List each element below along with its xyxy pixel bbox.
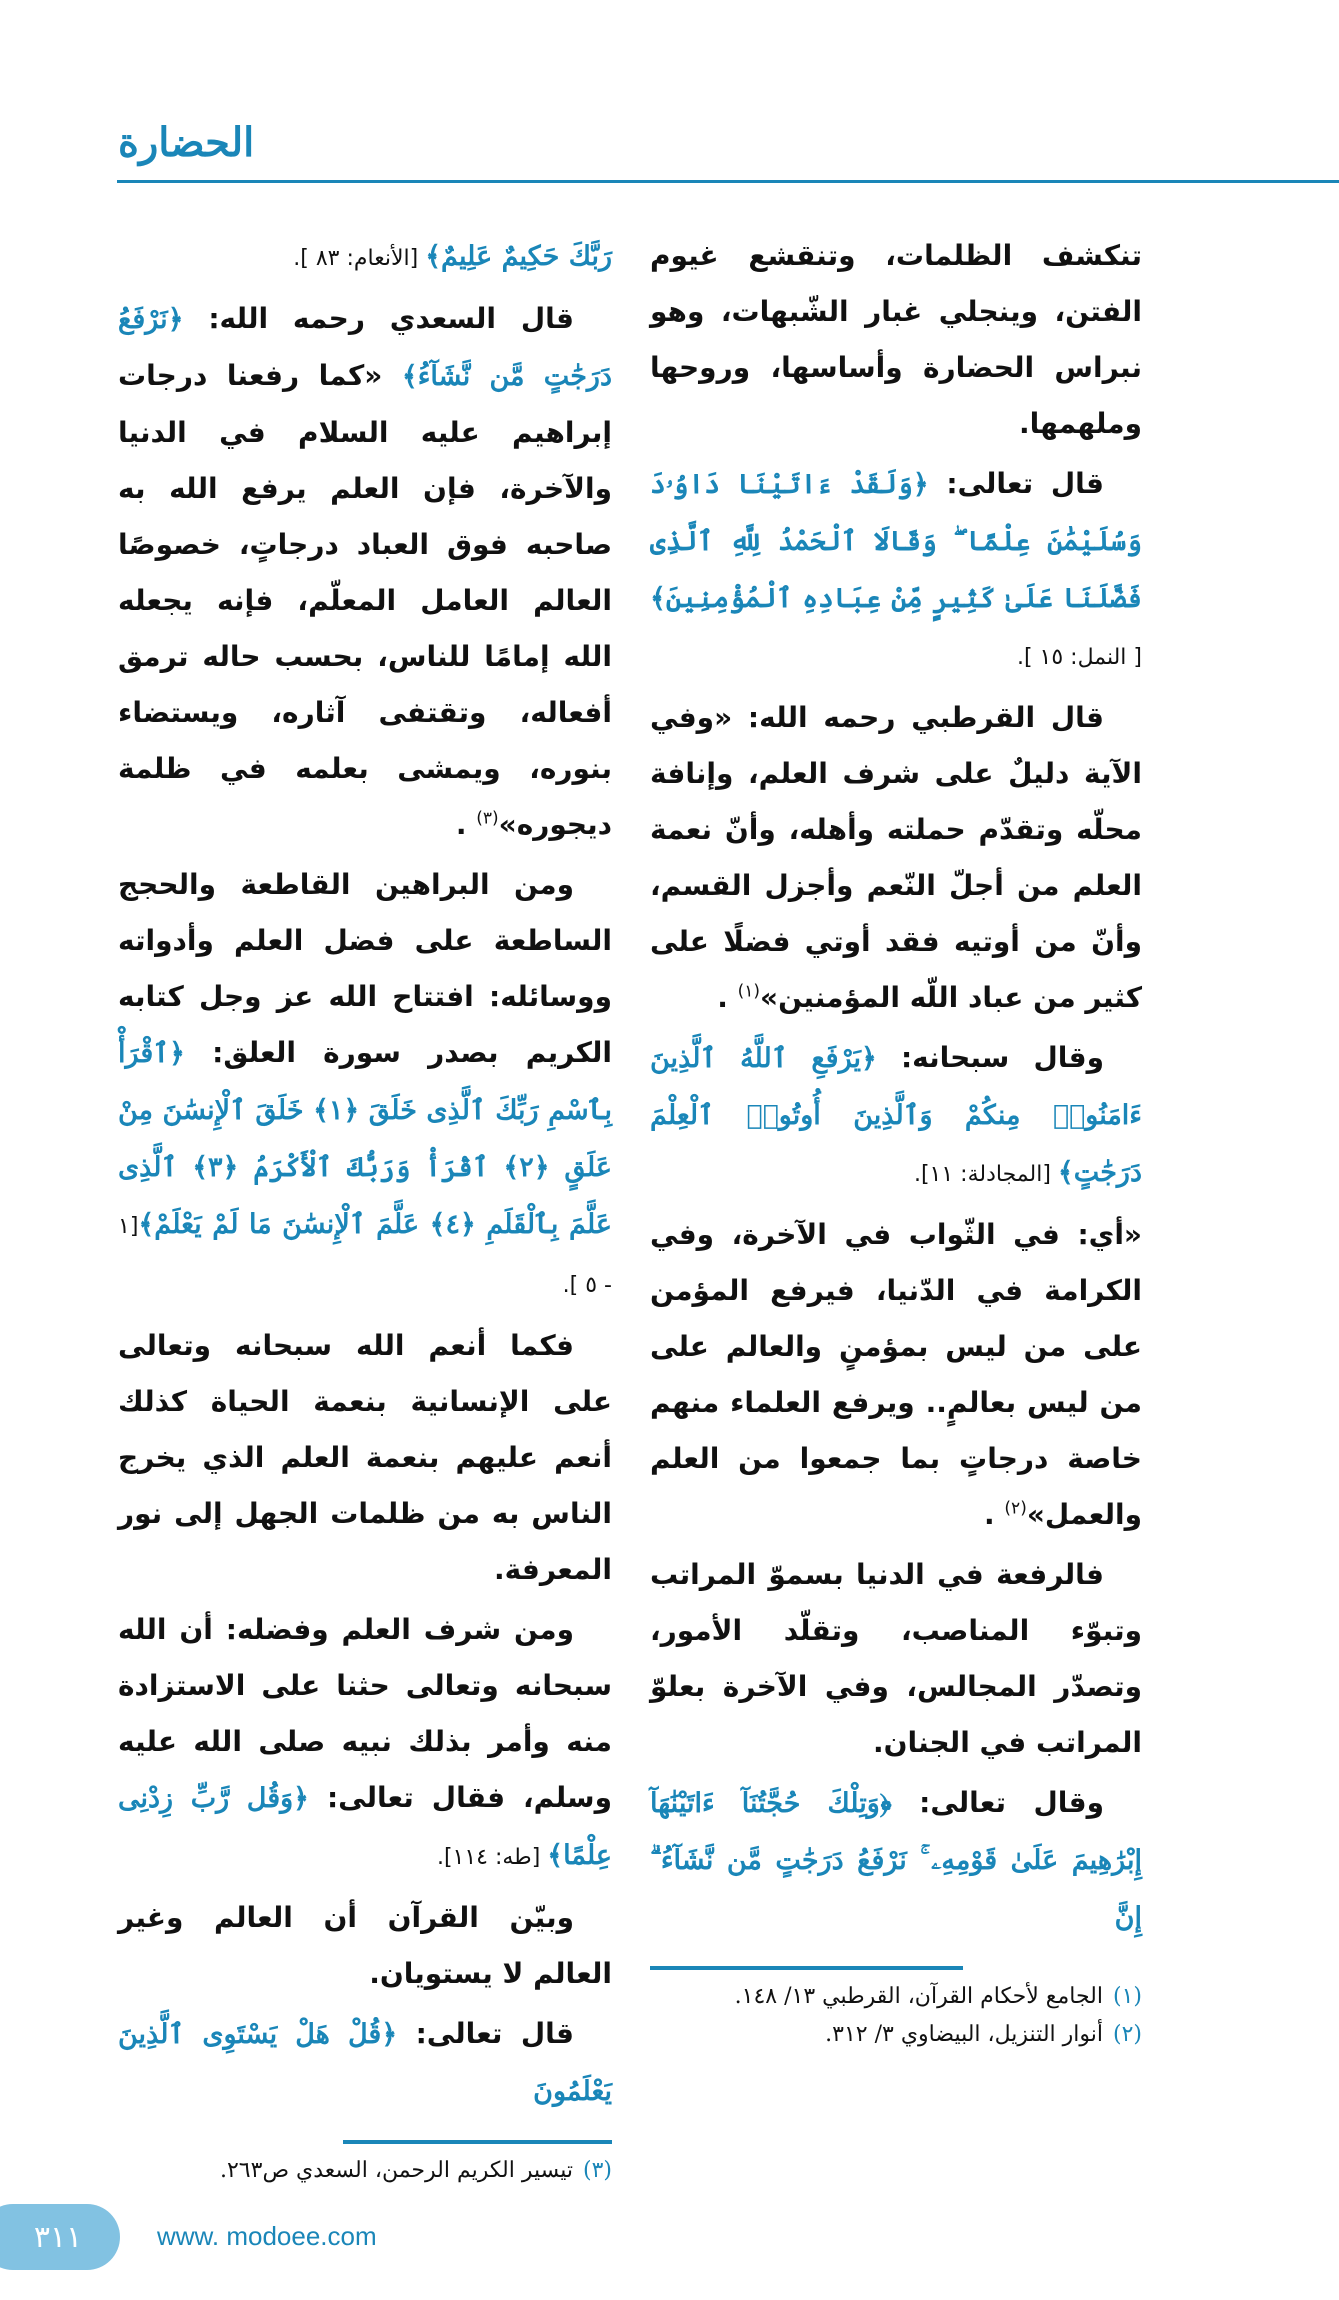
footnote-number: (٢) <box>1112 2022 1142 2047</box>
page-header <box>0 0 1339 228</box>
paragraph <box>650 1030 1142 1203</box>
verse-reference: [الأنعام: ٨٣ ]. <box>293 246 426 271</box>
paragraph <box>650 456 1142 686</box>
quran-verse: ﴿ٱقْرَأْ بِٱسْمِ رَبِّكَ ٱلَّذِى خَلَقَ ﴿١﴾ خَلَقَ ٱلْإِنسَٰنَ مِنْ عَلَقٍ ﴿٢﴾ ٱقْرَأْ وَرَبُّكَ ٱلْأَكْرَمُ ﴿٣﴾ ٱلَّذِى عَلَّمَ بِٱلْقَلَمِ ﴿٤﴾ عَلَّمَ ٱلْإِنسَٰنَ مَا لَمْ يَعْلَمْ﴾ <box>118 1038 613 1240</box>
page-number: ٣١١ <box>33 2219 83 2255</box>
footnote-divider-left <box>343 2140 612 2144</box>
footnote-number: (٣) <box>582 2158 612 2183</box>
quran-verse: ﴿وَتِلْكَ حُجَّتُنَآ ءَاتَيْنَٰهَآ إِبْرَٰهِيمَ عَلَىٰ قَوْمِهِۦ ۚ نَرْفَعُ دَرَجَٰتٍ مَّن نَّشَآءُ ۗ إِنَّ <box>650 1788 1142 1933</box>
paragraph <box>118 1890 612 2002</box>
paragraph <box>650 1775 1142 1946</box>
footnote-text: الجامع لأحكام القرآن، القرطبي ١٣/ ١٤٨. <box>734 1984 1103 2009</box>
footnote <box>650 1978 1142 2016</box>
text-columns <box>0 228 1339 2190</box>
paragraph <box>650 690 1142 1026</box>
verse-reference: [ النمل: ١٥ ]. <box>1016 645 1142 670</box>
footnote <box>118 2152 612 2190</box>
body-text: تنكشف الظلمات، وتنقشع غيوم الفتن، وينجلي غبار الشّبهات، وهو نبراس الحضارة وأساسها، وروحها وملهمها. <box>650 239 1142 440</box>
paragraph <box>118 857 612 1314</box>
page-number-badge <box>0 2204 120 2270</box>
body-text: . <box>455 808 477 841</box>
verse-reference: [طه: ١١٤]. <box>436 1845 548 1870</box>
body-text: «أي: في الثّواب في الآخرة، وفي الكرامة في الدّنيا، فيرفع المؤمن على من ليس بمؤمنٍ والعالم على من ليس بعالمٍ.. ويرفع العلماء منهم خاصة درجاتٍ بما جمعوا من العلم والعمل» <box>650 1218 1142 1531</box>
body-text: وقال سبحانه: <box>876 1041 1104 1074</box>
footnote-marker[interactable]: (١) <box>737 981 761 1002</box>
right-column-wrapper <box>650 228 1142 2190</box>
paragraph <box>650 1547 1142 1771</box>
body-text: قال تعالى: <box>928 467 1104 500</box>
footnote <box>650 2016 1142 2054</box>
body-text: قال تعالى: <box>397 2017 574 2050</box>
paragraph <box>650 228 1142 452</box>
quran-verse: ﴿وَلَقَدْ ءَاتَيْنَا دَاوُۥدَ وَسُلَيْمَٰنَ عِلْمًا ۖ وَقَالَا ٱلْحَمْدُ لِلَّهِ ٱلَّذِى فَضَّلَنَا عَلَىٰ كَثِيرٍ مِّنْ عِبَادِهِ ٱلْمُؤْمِنِينَ﴾ <box>650 469 1142 614</box>
left-column-wrapper <box>118 228 612 2190</box>
footnotes-left <box>118 2152 612 2190</box>
body-text: «كما رفعنا درجات إبراهيم عليه السلام في الدنيا والآخرة، فإن العلم يرفع الله به صاحبه فوق العباد درجاتٍ، خصوصًا العالم العامل المعلّم، فإنه يجعله الله إمامًا للناس، بحسب حاله ترمق أفعاله، وتقتفى آثاره، ويستضاء بنوره، ويمشى بعلمه في ظلمة ديجوره» <box>118 359 612 841</box>
page-footer <box>0 2190 1339 2300</box>
left-text-column <box>118 228 612 2124</box>
footnotes-right <box>650 1978 1142 2054</box>
quran-verse: ﴿وَقُل رَّبِّ زِدْنِى عِلْمًا﴾ <box>118 1783 612 1871</box>
footnote-divider-right <box>650 1966 963 1970</box>
paragraph <box>650 1207 1142 1543</box>
paragraph <box>118 1318 612 1598</box>
footnote-number: (١) <box>1112 1984 1142 2009</box>
paragraph <box>118 1602 612 1886</box>
footnote-marker[interactable]: (٢) <box>1004 1498 1027 1519</box>
paragraph <box>118 2006 612 2120</box>
body-text: وقال تعالى: <box>891 1786 1104 1819</box>
body-text: فالرفعة في الدنيا بسموّ المراتب وتبوّء المناصب، وتقلّد الأمور، وتصدّر المجالس، وفي الآخرة بعلوّ المراتب في الجنان. <box>650 1558 1142 1759</box>
body-text: قال القرطبي رحمه الله: «وفي الآية دليلٌ على شرف العلم، وإنافة محلّه وتقدّم حملته وأهله، وأنّ نعمة العلم من أجلّ النّعم وأجزل القسم، وأنّ من أوتيه فقد أوتي فضلًا على كثير من عباد اللّه المؤمنين» <box>650 701 1142 1014</box>
body-text: ومن شرف العلم وفضله: أن الله سبحانه وتعالى حثنا على الاستزادة منه وأمر بذلك نبيه صلى الله عليه وسلم، فقال تعالى: <box>118 1613 612 1814</box>
verse-reference: [المجادلة: ١١]. <box>913 1162 1058 1187</box>
body-text: . <box>717 981 738 1014</box>
paragraph <box>118 228 612 287</box>
body-text: قال السعدي رحمه الله: <box>183 302 574 335</box>
footnote-text: تيسير الكريم الرحمن، السعدي ص٢٦٣. <box>219 2158 573 2183</box>
body-text: . <box>984 1498 1005 1531</box>
quran-verse: ﴿قُلْ هَلْ يَسْتَوِى ٱلَّذِينَ يَعْلَمُونَ <box>118 2019 612 2107</box>
quran-verse: ﴿نَرْفَعُ دَرَجَٰتٍ مَّن نَّشَآءُ﴾ <box>118 304 612 392</box>
paragraph <box>118 291 612 853</box>
body-text: ومن البراهين القاطعة والحجج الساطعة على فضل العلم وأدواته ووسائله: افتتاح الله عز وجل كتابه الكريم بصدر سورة العلق: <box>118 868 612 1069</box>
chapter-title: الحضارة <box>118 119 255 166</box>
website-link[interactable]: www. modoee.com <box>157 2221 377 2251</box>
quran-verse: ﴿يَرْفَعِ ٱللَّهُ ٱلَّذِينَ ءَامَنُوا۟ مِنكُمْ وَٱلَّذِينَ أُوتُوا۟ ٱلْعِلْمَ دَرَجَٰتٍ﴾ <box>650 1043 1142 1188</box>
body-text: فكما أنعم الله سبحانه وتعالى على الإنسانية بنعمة الحياة كذلك أنعم عليهم بنعمة العلم الذي يخرج الناس به من ظلمات الجهل إلى نور المعرفة. <box>118 1329 612 1586</box>
right-text-column <box>650 228 1142 1950</box>
verse-reference: [١ - ٥ ]. <box>118 1214 612 1298</box>
footnote-text: أنوار التنزيل، البيضاوي ٣/ ٣١٢. <box>825 2022 1103 2047</box>
quran-verse: رَبَّكَ حَكِيمٌ عَلِيمٌ﴾ <box>425 241 612 272</box>
footnote-marker[interactable]: (٣) <box>476 808 499 829</box>
header-divider <box>117 180 1339 183</box>
body-text: وبيّن القرآن أن العالم وغير العالم لا يستويان. <box>118 1901 612 1990</box>
